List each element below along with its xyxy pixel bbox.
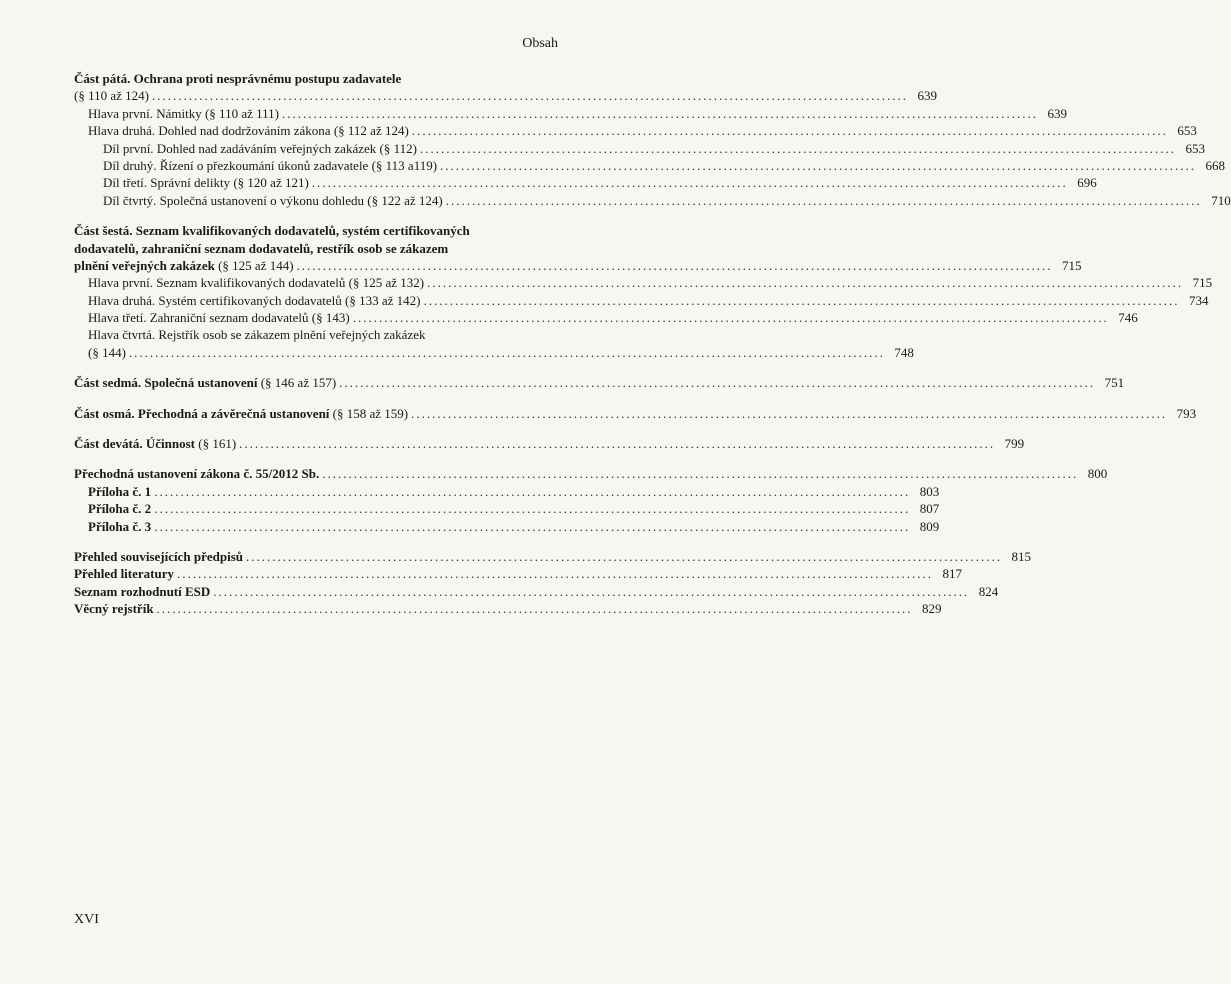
dot-leader bbox=[427, 274, 1183, 291]
toc-entry bbox=[74, 465, 1108, 482]
toc-entry bbox=[74, 292, 1209, 309]
toc-part-title: Část osmá. Přechodná a závěrečná ustanovení bbox=[74, 405, 330, 421]
dot-leader bbox=[246, 548, 1002, 565]
toc-entry-text: Hlava první. Seznam kvalifikovaných dodavatelů (§ 125 až 132) bbox=[88, 275, 425, 291]
dot-leader bbox=[154, 518, 910, 535]
toc-page-number: 751 bbox=[1104, 375, 1125, 391]
toc-part-title: dodavatelů, zahraniční seznam dodavatelů, restřík osob se zákazem bbox=[74, 240, 449, 256]
toc-page-number: 734 bbox=[1188, 292, 1209, 308]
toc-entry bbox=[74, 140, 1205, 157]
dot-leader bbox=[420, 140, 1176, 157]
toc-part-range: (§ 158 až 159) bbox=[332, 405, 409, 421]
page-number-footer: XVI bbox=[74, 912, 99, 927]
dot-leader bbox=[282, 105, 1038, 122]
dot-leader bbox=[129, 344, 885, 361]
toc-page-number: 746 bbox=[1118, 310, 1138, 326]
toc-entry bbox=[74, 583, 999, 600]
toc-entry-text bbox=[74, 405, 408, 422]
dot-leader bbox=[312, 174, 1068, 191]
toc-entry bbox=[74, 257, 1082, 274]
toc-page-number: 653 bbox=[1177, 123, 1197, 139]
dot-leader bbox=[446, 192, 1202, 209]
toc-entry bbox=[74, 600, 942, 617]
toc-entry-text: (§ 144) bbox=[88, 344, 126, 360]
dot-leader bbox=[322, 465, 1078, 482]
toc-entry bbox=[74, 548, 1032, 565]
toc-entry-text: Hlava první. Námitky (§ 110 až 111) bbox=[88, 105, 279, 121]
toc-entry-text: Díl čtvrtý. Společná ustanovení o výkonu dohledu (§ 122 až 124) bbox=[103, 192, 443, 208]
toc-page-number: 639 bbox=[917, 88, 937, 104]
toc-entry bbox=[74, 157, 1226, 174]
toc-page-number: 653 bbox=[1185, 140, 1205, 156]
dot-leader bbox=[412, 122, 1168, 139]
toc-part-title-tail: plnění veřejných zakázek bbox=[74, 257, 215, 273]
running-header: Obsah bbox=[522, 36, 558, 51]
toc-part-title: Část pátá. Ochrana proti nesprávnému postupu zadavatele bbox=[74, 71, 402, 86]
toc-entry-text: Hlava třetí. Zahraniční seznam dodavatelů (§ 143) bbox=[88, 310, 350, 326]
toc-page-number: 829 bbox=[922, 601, 942, 617]
toc-entry-text: Přehled literatury bbox=[74, 566, 174, 582]
toc-page-number: 803 bbox=[919, 483, 940, 499]
toc-page-number: 715 bbox=[1062, 257, 1082, 273]
toc-entry-text bbox=[74, 374, 336, 391]
toc-page-number: 748 bbox=[894, 344, 914, 360]
toc-entry-text: Přehled souvisejících předpisů bbox=[74, 548, 244, 564]
toc-entry-text: (§ 110 až 124) bbox=[74, 88, 149, 104]
toc-page-number: 668 bbox=[1205, 157, 1226, 173]
toc-entry-text bbox=[74, 257, 294, 274]
toc-part-range: (§ 125 až 144) bbox=[218, 257, 294, 273]
toc-entry-text: Hlava druhá. Systém certifikovaných dodavatelů (§ 133 až 142) bbox=[88, 292, 421, 308]
toc-page-number: 807 bbox=[919, 501, 940, 517]
toc-entry bbox=[74, 344, 914, 361]
dot-leader bbox=[213, 583, 969, 600]
dot-leader bbox=[152, 87, 908, 104]
dot-leader bbox=[297, 257, 1053, 274]
toc-page-number: 815 bbox=[1011, 548, 1032, 564]
toc-entry-text: Věcný rejstřík bbox=[74, 601, 154, 617]
toc-entry bbox=[74, 105, 1067, 122]
toc-part-title: Část devátá. Účinnost bbox=[74, 436, 195, 452]
toc-page-number: 817 bbox=[942, 566, 962, 582]
toc-part-title: Část sedmá. Společná ustanovení bbox=[74, 375, 258, 391]
toc-entry-text: Příloha č. 2 bbox=[88, 501, 152, 517]
toc-entry-text: Seznam rozhodnutí ESD bbox=[74, 583, 211, 599]
toc-page-number: 639 bbox=[1047, 105, 1067, 121]
toc-entry bbox=[74, 274, 1213, 291]
dot-leader bbox=[440, 157, 1196, 174]
toc-entry bbox=[74, 87, 937, 104]
toc-entry bbox=[74, 122, 1197, 139]
toc-page-number: 799 bbox=[1004, 436, 1025, 452]
toc-part-range: (§ 161) bbox=[198, 436, 237, 452]
dot-leader bbox=[411, 405, 1167, 422]
toc-entry-text: Přechodná ustanovení zákona č. 55/2012 Sb. bbox=[74, 466, 320, 482]
dot-leader bbox=[339, 374, 1095, 391]
dot-leader bbox=[423, 292, 1179, 309]
toc-entry bbox=[74, 192, 1231, 209]
toc-page-number: 824 bbox=[978, 583, 999, 599]
toc-entry-text: Příloha č. 1 bbox=[88, 483, 152, 499]
toc-page-number: 793 bbox=[1176, 405, 1197, 421]
dot-leader bbox=[177, 565, 933, 582]
toc-page-number: 696 bbox=[1077, 175, 1097, 191]
toc-entry bbox=[74, 309, 1138, 326]
table-of-contents bbox=[74, 70, 1231, 618]
dot-leader bbox=[353, 309, 1109, 326]
toc-entry bbox=[74, 374, 1125, 391]
toc-entry-text: Díl třetí. Správní delikty (§ 120 až 121) bbox=[103, 175, 309, 191]
toc-entry bbox=[74, 174, 1097, 191]
toc-entry bbox=[74, 518, 940, 535]
dot-leader bbox=[239, 435, 995, 452]
toc-entry-text: Díl první. Dohled nad zadáváním veřejných zakázek (§ 112) bbox=[103, 140, 417, 156]
toc-entry-text: Díl druhý. Řízení o přezkoumání úkonů zadavatele (§ 113 a119) bbox=[103, 157, 438, 173]
toc-part-range: (§ 146 až 157) bbox=[260, 375, 337, 391]
toc-entry bbox=[74, 565, 962, 582]
dot-leader bbox=[154, 500, 910, 517]
toc-entry-text: Hlava čtvrtá. Rejstřík osob se zákazem plnění veřejných zakázek bbox=[88, 327, 426, 343]
dot-leader bbox=[154, 483, 910, 500]
dot-leader bbox=[157, 600, 913, 617]
toc-entry-text: Příloha č. 3 bbox=[88, 518, 152, 534]
toc-page-number: 800 bbox=[1087, 466, 1108, 482]
toc-part-title: Část šestá. Seznam kvalifikovaných dodavatelů, systém certifikovaných bbox=[74, 223, 470, 239]
toc-entry-text bbox=[74, 435, 236, 452]
toc-entry bbox=[74, 435, 1025, 452]
toc-entry bbox=[74, 500, 940, 517]
toc-page-number: 809 bbox=[919, 518, 940, 534]
toc-entry bbox=[74, 405, 1197, 422]
toc-entry bbox=[74, 483, 940, 500]
toc-entry-text: Hlava druhá. Dohled nad dodržováním zákona (§ 112 až 124) bbox=[88, 123, 409, 139]
toc-page-number: 715 bbox=[1192, 275, 1213, 291]
toc-page-number: 710 bbox=[1211, 192, 1231, 208]
